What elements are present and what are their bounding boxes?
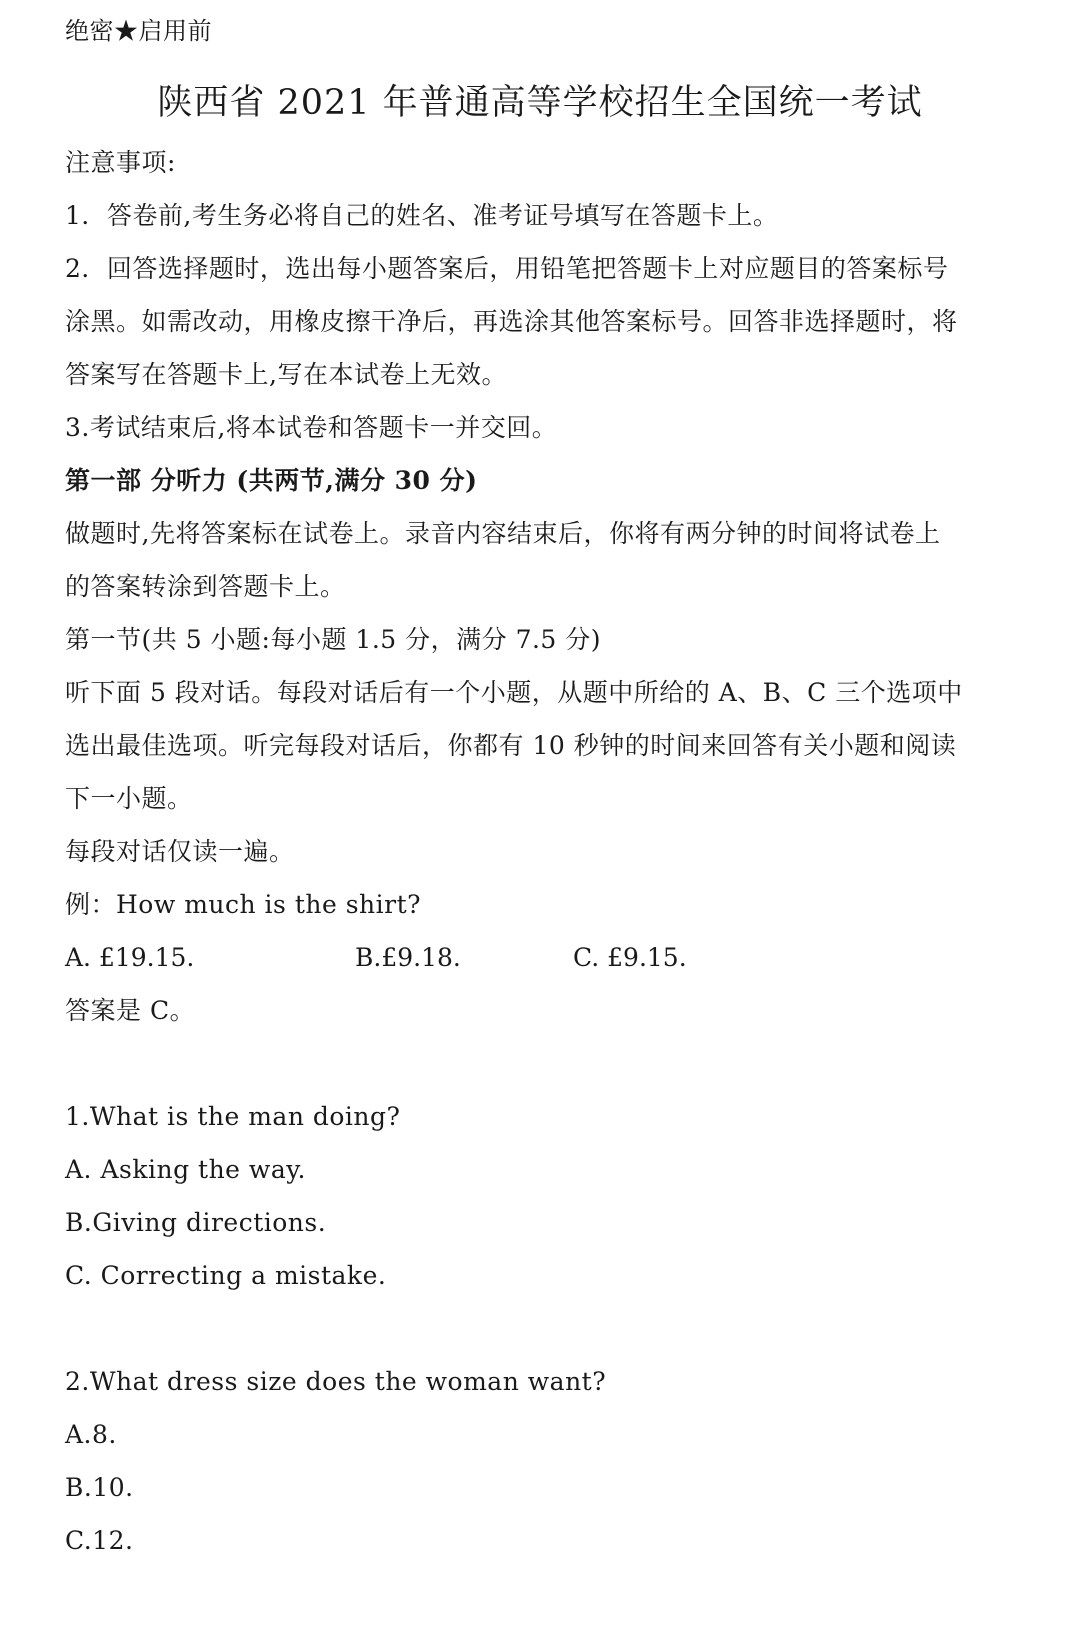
notes-item-3: 3.考试结束后,将本试卷和答题卡一并交回。 [65, 413, 558, 442]
question-1-option-c: C. Correcting a mistake. [65, 1261, 387, 1290]
question-2-option-a: A.8. [65, 1420, 117, 1449]
example-question: 例：How much is the shirt? [65, 890, 422, 919]
section1-instruction-line-1: 听下面 5 段对话。每段对话后有一个小题，从题中所给的 A、B、C 三个选项中 [65, 678, 963, 707]
notes-item-2-line-1: 2．回答选择题时，选出每小题答案后，用铅笔把答题卡上对应题目的答案标号 [65, 254, 949, 283]
example-answer: 答案是 C。 [65, 996, 196, 1025]
example-option-b: B.£9.18. [355, 943, 461, 972]
section1-instruction-line-2: 选出最佳选项。听完每段对话后，你都有 10 秒钟的时间来回答有关小题和阅读 [65, 731, 957, 760]
part1-instruction-line-2: 的答案转涂到答题卡上。 [65, 572, 346, 601]
part1-heading: 第一部 分听力 (共两节,满分 30 分) [65, 466, 478, 495]
question-1-option-a: A. Asking the way. [65, 1155, 306, 1184]
notes-item-2-line-3: 答案写在答题卡上,写在本试卷上无效。 [65, 360, 507, 389]
example-option-a: A. £19.15. [65, 943, 195, 972]
example-option-c: C. £9.15. [573, 943, 687, 972]
question-1: 1.What is the man doing? [65, 1102, 401, 1131]
notes-item-1: 1．答卷前,考生务必将自己的姓名、准考证号填写在答题卡上。 [65, 201, 779, 230]
notes-item-2-line-2: 涂黑。如需改动，用橡皮擦干净后，再选涂其他答案标号。回答非选择题时，将 [65, 307, 958, 336]
exam-title: 陕西省 2021 年普通高等学校招生全国统一考试 [157, 83, 923, 123]
confidential-label: 绝密★启用前 [65, 17, 212, 45]
section1-instruction-line-3: 下一小题。 [65, 784, 193, 813]
notes-heading: 注意事项: [65, 148, 176, 177]
part1-instruction-line-1: 做题时,先将答案标在试卷上。录音内容结束后，你将有两分钟的时间将试卷上 [65, 519, 941, 548]
read-once-note: 每段对话仅读一遍。 [65, 837, 295, 866]
question-2-option-b: B.10. [65, 1473, 134, 1502]
question-2-option-c: C.12. [65, 1526, 134, 1555]
question-1-option-b: B.Giving directions. [65, 1208, 327, 1237]
question-2: 2.What dress size does the woman want? [65, 1367, 607, 1396]
section1-heading: 第一节(共 5 小题:每小题 1.5 分，满分 7.5 分) [65, 625, 602, 654]
